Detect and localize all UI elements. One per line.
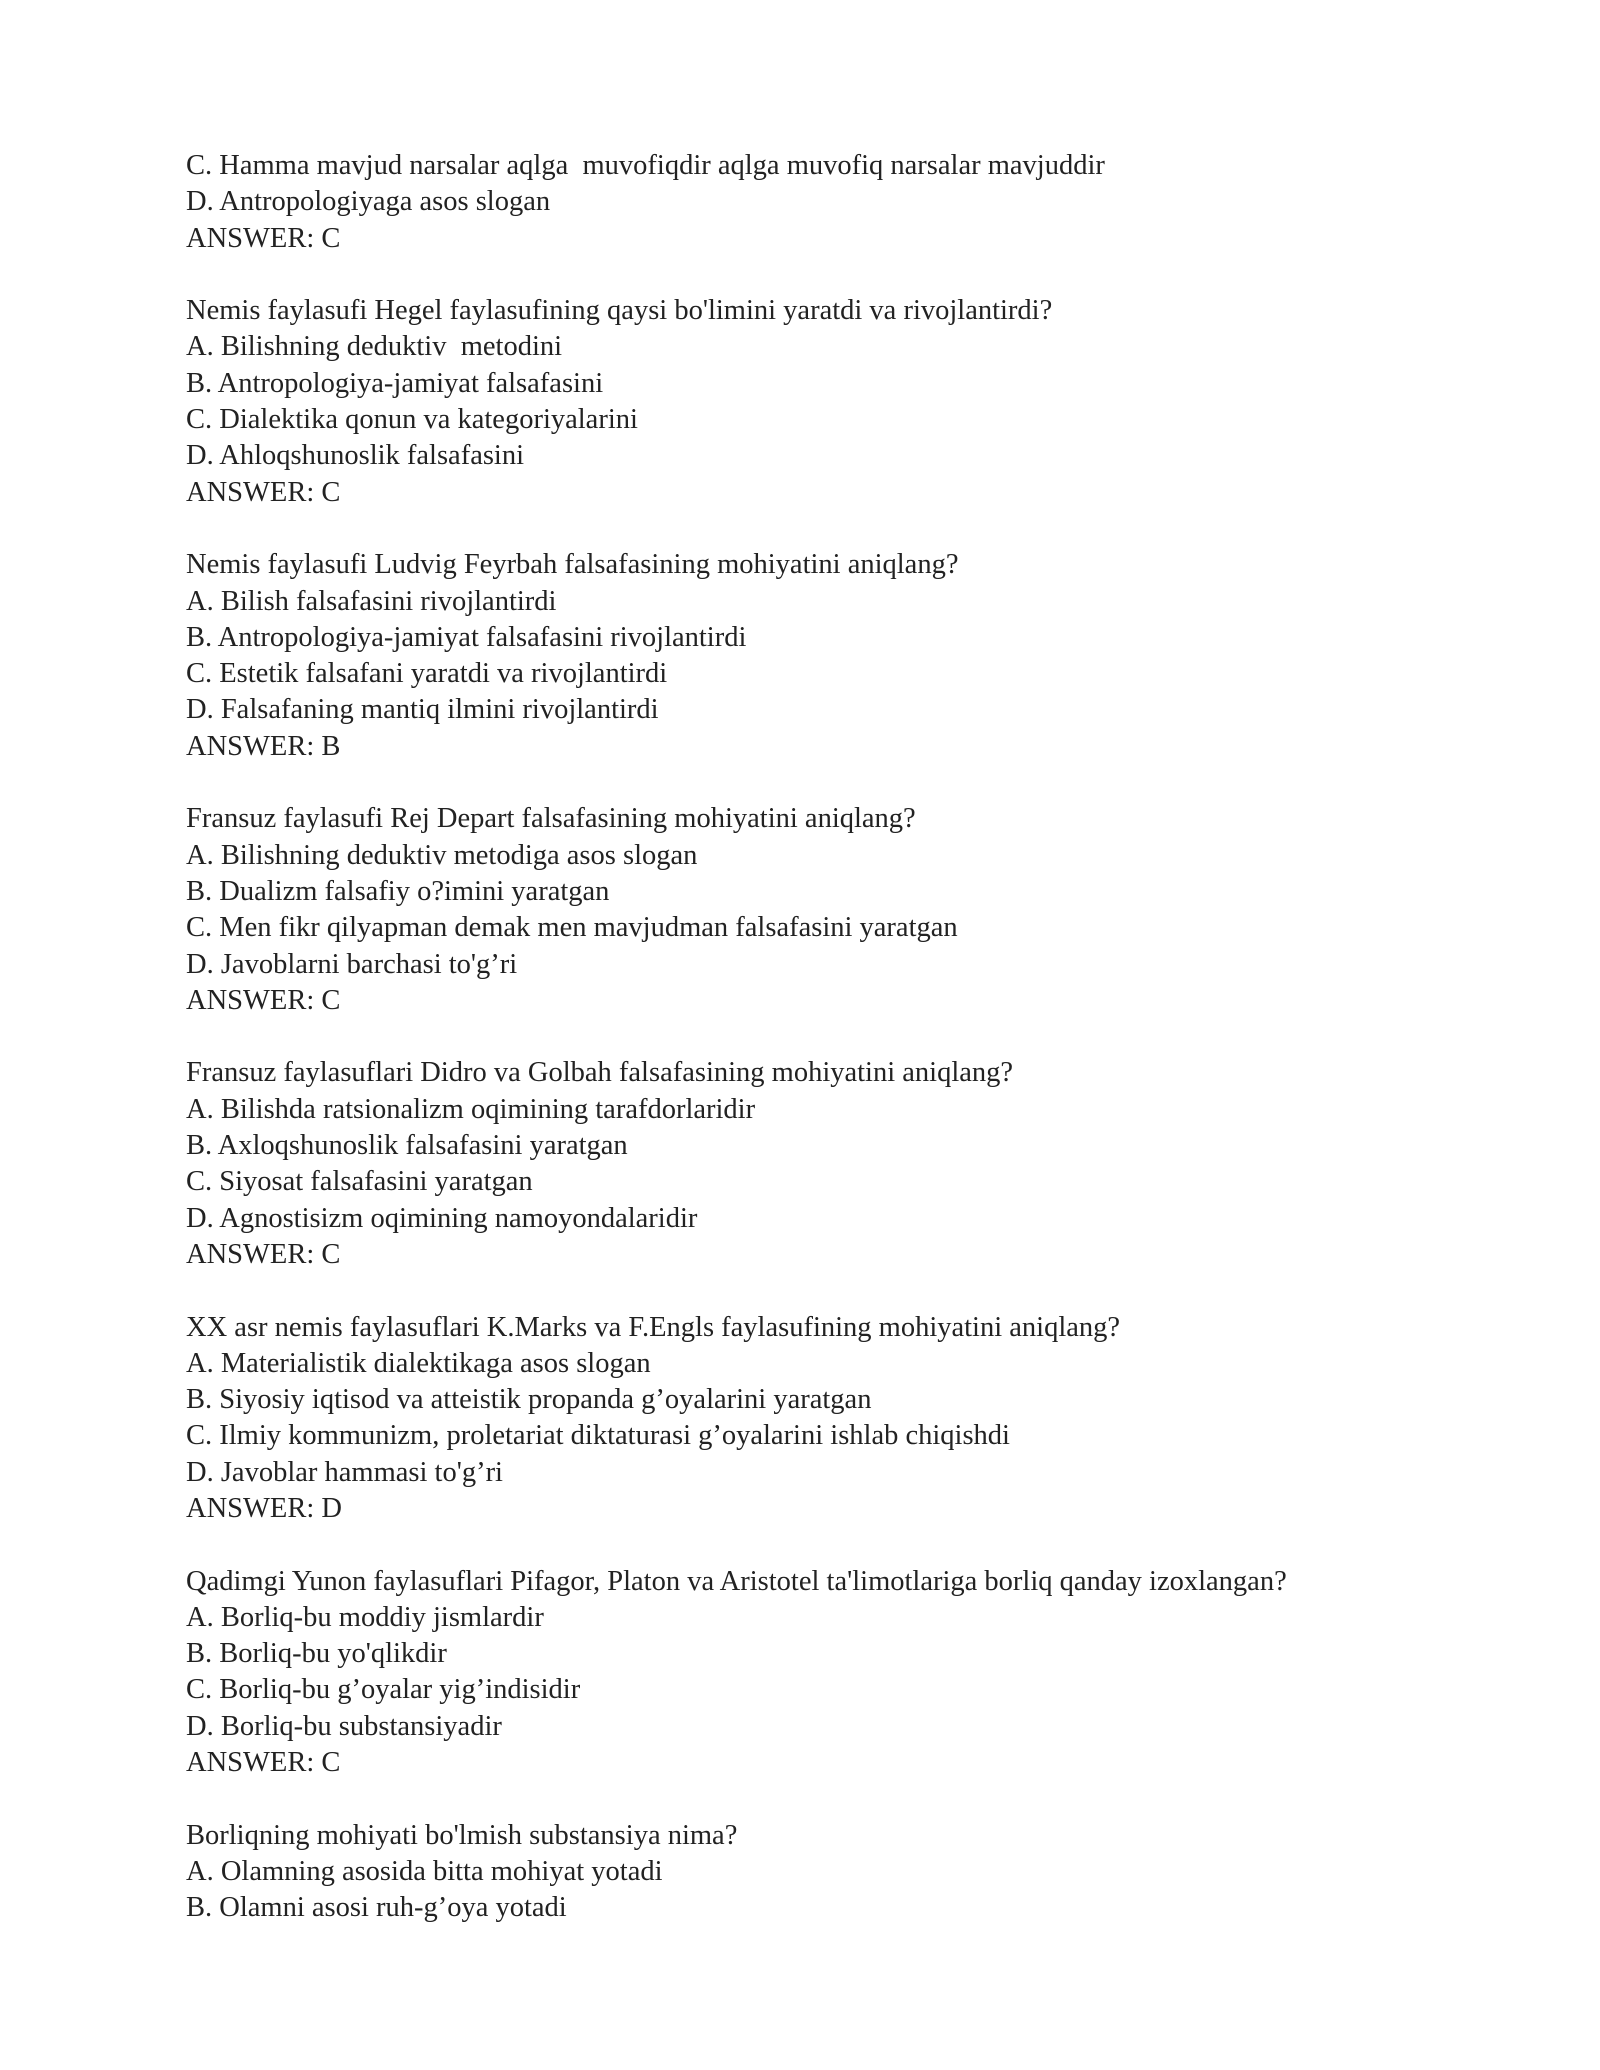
question-text: Borliqning mohiyati bo'lmish substansiya nima?: [186, 1819, 738, 1851]
option-line: B. Dualizm falsafiy o?imini yaratgan: [186, 875, 610, 907]
option-line: A. Bilishda ratsionalizm oqimining tarafdorlaridir: [186, 1093, 756, 1125]
option-line: D. Antropologiyaga asos slogan: [186, 186, 551, 218]
option-line: C. Hamma mavjud narsalar aqlga muvofiqdir aqlga muvofiq narsalar mavjuddir: [186, 150, 1105, 181]
question-block: [186, 1564, 1446, 1782]
answer-line: ANSWER: C: [186, 222, 341, 254]
option-line: C. Dialektika qonun va kategoriyalarini: [186, 404, 638, 436]
question-text: Fransuz faylasufi Rej Depart falsafasining mohiyatini aniqlang?: [186, 803, 916, 835]
document-body: [186, 148, 1446, 1963]
option-line: B. Axloqshunoslik falsafasini yaratgan: [186, 1130, 628, 1162]
question-block: [186, 293, 1446, 511]
option-line: A. Olamning asosida bitta mohiyat yotadi: [186, 1855, 663, 1887]
option-line: A. Materialistik dialektikaga asos slogan: [186, 1347, 651, 1379]
answer-line: ANSWER: C: [186, 476, 341, 508]
option-line: C. Men fikr qilyapman demak men mavjudman falsafasini yaratgan: [186, 912, 958, 944]
option-line: D. Javoblar hammasi to'g’ri: [186, 1456, 503, 1488]
option-line: D. Ahloqshunoslik falsafasini: [186, 440, 525, 472]
question-text: Nemis faylasufi Hegel faylasufining qaysi bo'limini yaratdi va rivojlantirdi?: [186, 295, 1053, 327]
option-line: C. Siyosat falsafasini yaratgan: [186, 1166, 533, 1198]
question-block: [186, 547, 1446, 765]
answer-line: ANSWER: C: [186, 1238, 341, 1270]
option-line: D. Javoblarni barchasi to'g’ri: [186, 948, 518, 980]
option-line: A. Bilishning deduktiv metodiga asos slogan: [186, 839, 698, 871]
option-line: B. Antropologiya-jamiyat falsafasini: [186, 367, 604, 399]
option-line: C. Estetik falsafani yaratdi va rivojlantirdi: [186, 658, 668, 690]
question-block: [186, 1310, 1446, 1528]
question-block-partial: [186, 148, 1446, 257]
question-block: [186, 801, 1446, 1019]
option-line: B. Antropologiya-jamiyat falsafasini rivojlantirdi: [186, 621, 747, 653]
option-line: C. Borliq-bu g’oyalar yig’indisidir: [186, 1674, 581, 1706]
option-line: D. Borliq-bu substansiyadir: [186, 1710, 502, 1742]
answer-line: ANSWER: C: [186, 1747, 341, 1779]
question-text: Nemis faylasufi Ludvig Feyrbah falsafasining mohiyatini aniqlang?: [186, 549, 959, 581]
option-line: A. Borliq-bu moddiy jismlardir: [186, 1601, 544, 1633]
option-line: A. Bilish falsafasini rivojlantirdi: [186, 585, 557, 617]
question-text: Qadimgi Yunon faylasuflari Pifagor, Platon va Aristotel ta'limotlariga borliq qanday izoxlangan?: [186, 1565, 1287, 1597]
option-line: C. Ilmiy kommunizm, proletariat diktaturasi g’oyalarini ishlab chiqishdi: [186, 1420, 1010, 1452]
question-block: [186, 1055, 1446, 1273]
option-line: B. Siyosiy iqtisod va atteistik propanda g’oyalarini yaratgan: [186, 1384, 872, 1416]
answer-line: ANSWER: C: [186, 984, 341, 1016]
question-block: [186, 1818, 1446, 1927]
option-line: D. Agnostisizm oqimining namoyondalaridir: [186, 1202, 698, 1234]
option-line: D. Falsafaning mantiq ilmini rivojlantirdi: [186, 694, 659, 726]
option-line: A. Bilishning deduktiv metodini: [186, 331, 563, 363]
answer-line: ANSWER: B: [186, 730, 341, 762]
answer-line: ANSWER: D: [186, 1492, 342, 1524]
option-line: B. Borliq-bu yo'qlikdir: [186, 1638, 447, 1670]
question-text: Fransuz faylasuflari Didro va Golbah falsafasining mohiyatini aniqlang?: [186, 1057, 1014, 1089]
question-text: XX asr nemis faylasuflari K.Marks va F.Engls faylasufining mohiyatini aniqlang?: [186, 1311, 1121, 1343]
option-line: B. Olamni asosi ruh-g’oya yotadi: [186, 1892, 567, 1924]
